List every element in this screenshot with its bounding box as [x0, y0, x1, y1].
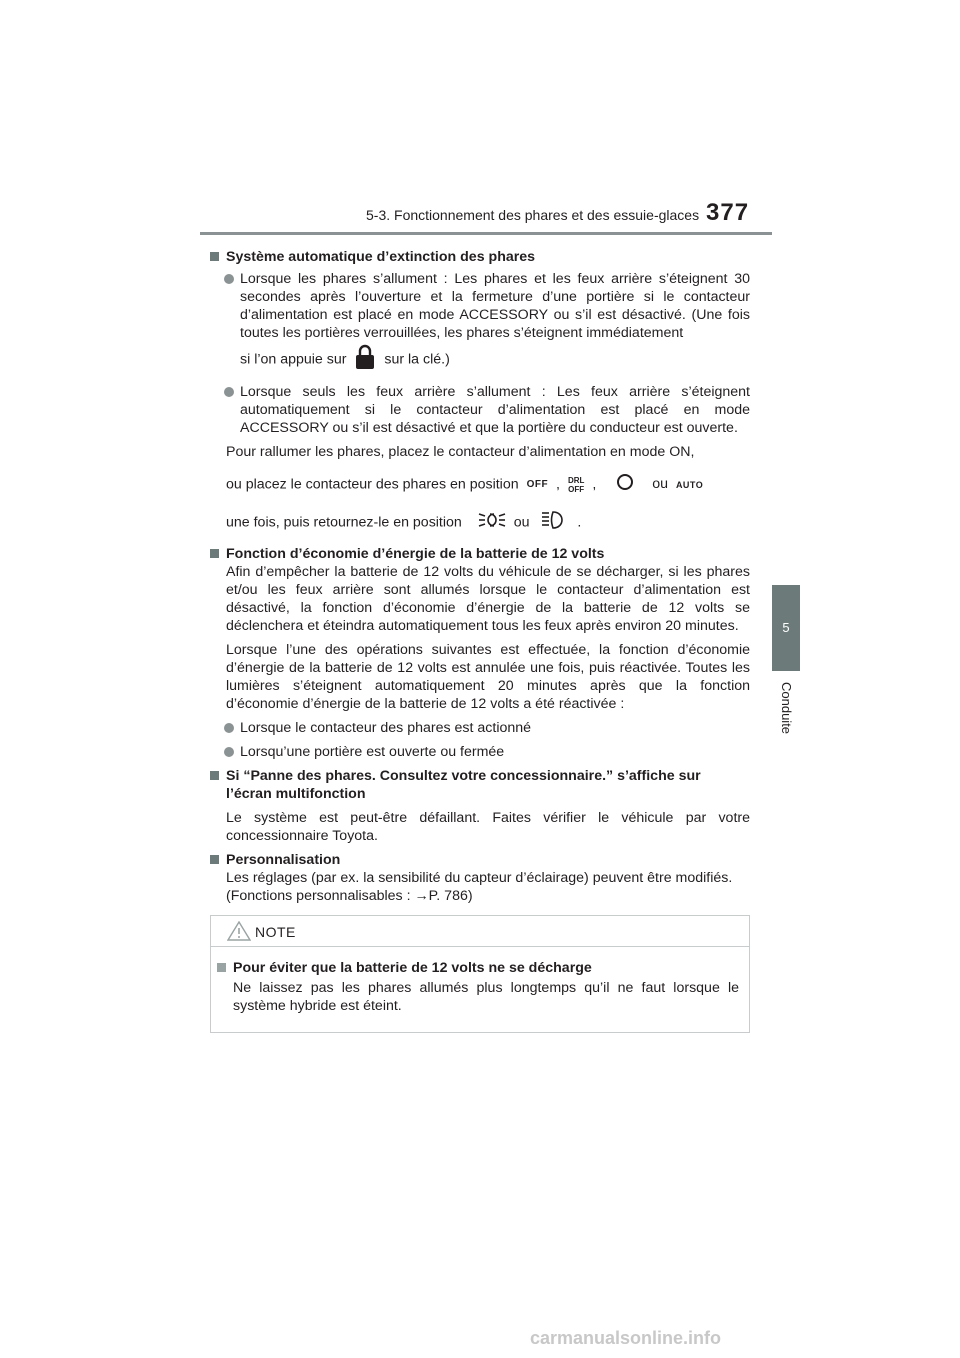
off-symbol: OFF	[526, 478, 549, 490]
square-bullet-icon	[210, 549, 219, 558]
section-heading: Système automatique d’extinction des phares	[210, 248, 750, 266]
square-bullet-icon	[210, 771, 219, 780]
square-bullet-icon	[217, 963, 226, 972]
drl-off-symbol: DRL OFF	[567, 475, 585, 494]
circle-bullet-icon	[224, 387, 234, 397]
paragraph: Lorsque l’une des opérations suivantes est effectuée, la fonction d’économie d’énergie de la batterie de 12 volts est annulée une fois, puis réactivée. Toutes les lumières s’éteignent automatiquement 20 minutes après que la fonction d’économie d’énergie de la batterie de 12 volts a été réactivée :	[226, 642, 750, 712]
paragraph: Afin d’empêcher la batterie de 12 volts du véhicule de se décharger, si les phares et/ou les feux arrière sont allumés lorsque le contacteur d’alimentation est désactivé, la fonction d’économie d’énergie de la batterie de 12 volts se déclenchera et éteindra automatiquement tous les feux après environ 20 minutes.	[226, 564, 750, 634]
content	[210, 242, 750, 905]
side-tab	[772, 585, 800, 671]
lock-icon	[354, 344, 376, 375]
headlight-icon	[541, 510, 569, 535]
section-heading: Si “Panne des phares. Consultez votre concessionnaire.” s’affiche sur l’écran multifonction	[210, 767, 750, 803]
note-label: NOTE	[255, 924, 296, 940]
circle-bullet-icon	[224, 747, 234, 757]
paragraph: Pour rallumer les phares, placez le contacteur d’alimentation en mode ON,	[226, 444, 695, 460]
note-text: Ne laissez pas les phares allumés plus longtemps qu’il ne faut lorsque le système hybride est éteint.	[233, 980, 739, 1014]
position-circle-icon	[616, 473, 634, 496]
note-body	[211, 947, 749, 1015]
header-rule	[200, 232, 772, 235]
bullet-item: Lorsque seuls les feux arrière s’allument : Les feux arrière s’éteignent automatiquement si le contacteur d’alimentation est placé en mode ACCESSORY ou s’il est désactivé et que la portière du conducteur est ouverte.	[210, 383, 750, 437]
tail-light-icon	[478, 511, 506, 534]
note-heading: Pour éviter que la batterie de 12 volts ne se décharge	[217, 959, 739, 977]
paragraph: (Fonctions personnalisables : →P. 786)	[226, 888, 473, 904]
note-box	[210, 915, 750, 1033]
page-number: 377	[706, 199, 750, 226]
watermark: carmanualsonline.info	[530, 1328, 722, 1348]
square-bullet-icon	[210, 252, 219, 261]
side-tab-label: Conduite	[779, 682, 794, 735]
note-header	[211, 916, 749, 947]
auto-symbol: AUTO	[675, 479, 704, 490]
warning-triangle-icon	[227, 921, 251, 946]
circle-bullet-icon	[224, 274, 234, 284]
circle-bullet-icon	[224, 723, 234, 733]
bullet-item: Lorsque le contacteur des phares est actionné	[210, 719, 750, 737]
bullet-item: Lorsqu’une portière est ouverte ou fermée	[210, 743, 750, 761]
bullet-item: Lorsque les phares s’allument : Les phares et les feux arrière s’éteignent 30 secondes après l’ouverture et la fermeture d’une portière si le contacteur d’alimentation est placé en mode ACCESSORY ou s’il est désactivé. (Une fois toutes les portières verrouillées, les phares s’éteignent immédiatement si l’on appuie sur sur la clé.)	[210, 270, 750, 375]
paragraph: ou placez le contacteur des phares en position OFF , DRL OFF , ou AUTO	[210, 473, 750, 496]
side-tab-number: 5	[782, 620, 790, 635]
section-heading: Fonction d’économie d’énergie de la batterie de 12 volts	[210, 545, 750, 563]
header-section-title: 5-3. Fonctionnement des phares et des essuie-glaces	[366, 207, 700, 223]
paragraph: Le système est peut-être défaillant. Faites vérifier le véhicule par votre concessionnaire Toyota.	[226, 810, 750, 844]
paragraph: Les réglages (par ex. la sensibilité du capteur d’éclairage) peuvent être modifiés.	[226, 870, 733, 886]
square-bullet-icon	[210, 855, 219, 864]
paragraph: une fois, puis retournez-le en position ou .	[210, 510, 750, 535]
section-heading: Personnalisation	[210, 851, 750, 869]
